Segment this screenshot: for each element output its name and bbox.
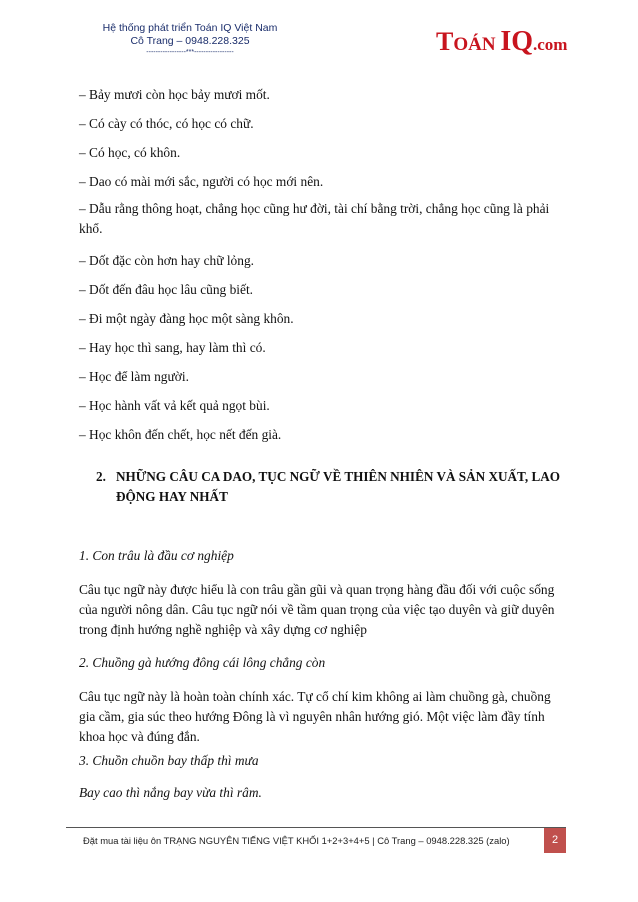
saying-line: – Dốt đến đâu học lâu cũng biết. <box>79 282 254 297</box>
saying-line: – Học khôn đến chết, học nết đến già. <box>79 427 282 442</box>
toan-iq-logo <box>436 26 567 58</box>
logo-part-1: T <box>436 27 454 56</box>
saying-line: – Hay học thì sang, hay làm thì có. <box>79 340 266 355</box>
logo-part-3: IQ <box>500 26 534 57</box>
header-org: Hệ thống phát triển Toán IQ Việt Nam <box>102 22 278 34</box>
item-title: 2. Chuồng gà hướng đông cái lông chẳng còn <box>79 655 326 670</box>
logo-part-4: .com <box>533 35 568 54</box>
saying-line: – Dao có mài mới sắc, người có học mới nên. <box>79 174 324 189</box>
item-1-body: Câu tục ngữ này được hiểu là con trâu gần gũi và quan trọng hàng đầu đối với cuộc sống của người nông dân. Câu tục ngữ nói về tầm quan trọng của việc tạo duyên và giữ duyên trong định hướng nghề nghiệp và xây dựng cơ nghiệp <box>79 582 555 637</box>
saying-line: – Học để làm người. <box>79 369 189 384</box>
item-3-body: Bay cao thì nắng bay vừa thì râm. <box>79 785 262 800</box>
footer-text: Đặt mua tài liệu ôn TRẠNG NGUYÊN TIẾNG VIỆT KHỐI 1+2+3+4+5 | Cô Trang – 0948.228.325 (zalo) <box>83 835 510 846</box>
header-contact: Cô Trang – 0948.228.325 <box>130 35 250 47</box>
document-header <box>70 22 310 57</box>
saying-line: – Dốt đặc còn hơn hay chữ lỏng. <box>79 253 254 268</box>
item-title: 3. Chuồn chuồn bay thấp thì mưa <box>79 753 259 768</box>
saying-line: – Bảy mươi còn học bảy mươi mốt. <box>79 87 270 102</box>
item-2 <box>79 655 569 671</box>
item-2-body: Câu tục ngữ này là hoàn toàn chính xác. Tự cổ chí kim không ai làm chuồng gà, chuồng gia cầm, gia súc theo hướng Đông là vì nguyên nhân hướng gió. Một việc làm đầy tính khoa học và đúng đắn. <box>79 689 551 744</box>
header-separator: -----------------***----------------- <box>146 49 234 56</box>
saying-line: – Học hành vất vả kết quả ngọt bùi. <box>79 398 270 413</box>
section-title: NHỮNG CÂU CA DAO, TỤC NGỮ VỀ THIÊN NHIÊN VÀ SẢN XUẤT, LAO ĐỘNG HAY NHẤT <box>116 469 561 504</box>
footer-divider <box>66 827 566 828</box>
sayings-list <box>79 83 569 452</box>
page-number: 2 <box>544 828 566 853</box>
section-number: 2. <box>96 469 106 484</box>
saying-line: – Đi một ngày đàng học một sàng khôn. <box>79 311 294 326</box>
section-heading <box>96 467 566 507</box>
item-1 <box>79 548 569 564</box>
logo-part-2: OÁN <box>453 34 501 55</box>
item-title: 1. Con trâu là đầu cơ nghiệp <box>79 548 234 563</box>
item-3 <box>79 753 569 769</box>
saying-line: – Dẫu rằng thông hoạt, chẳng học cũng hư đời, tài chí bằng trời, chẳng học cũng là phải khổ. <box>79 201 550 236</box>
saying-line: – Có cày có thóc, có học có chữ. <box>79 116 254 131</box>
saying-line: – Có học, có khôn. <box>79 145 181 160</box>
